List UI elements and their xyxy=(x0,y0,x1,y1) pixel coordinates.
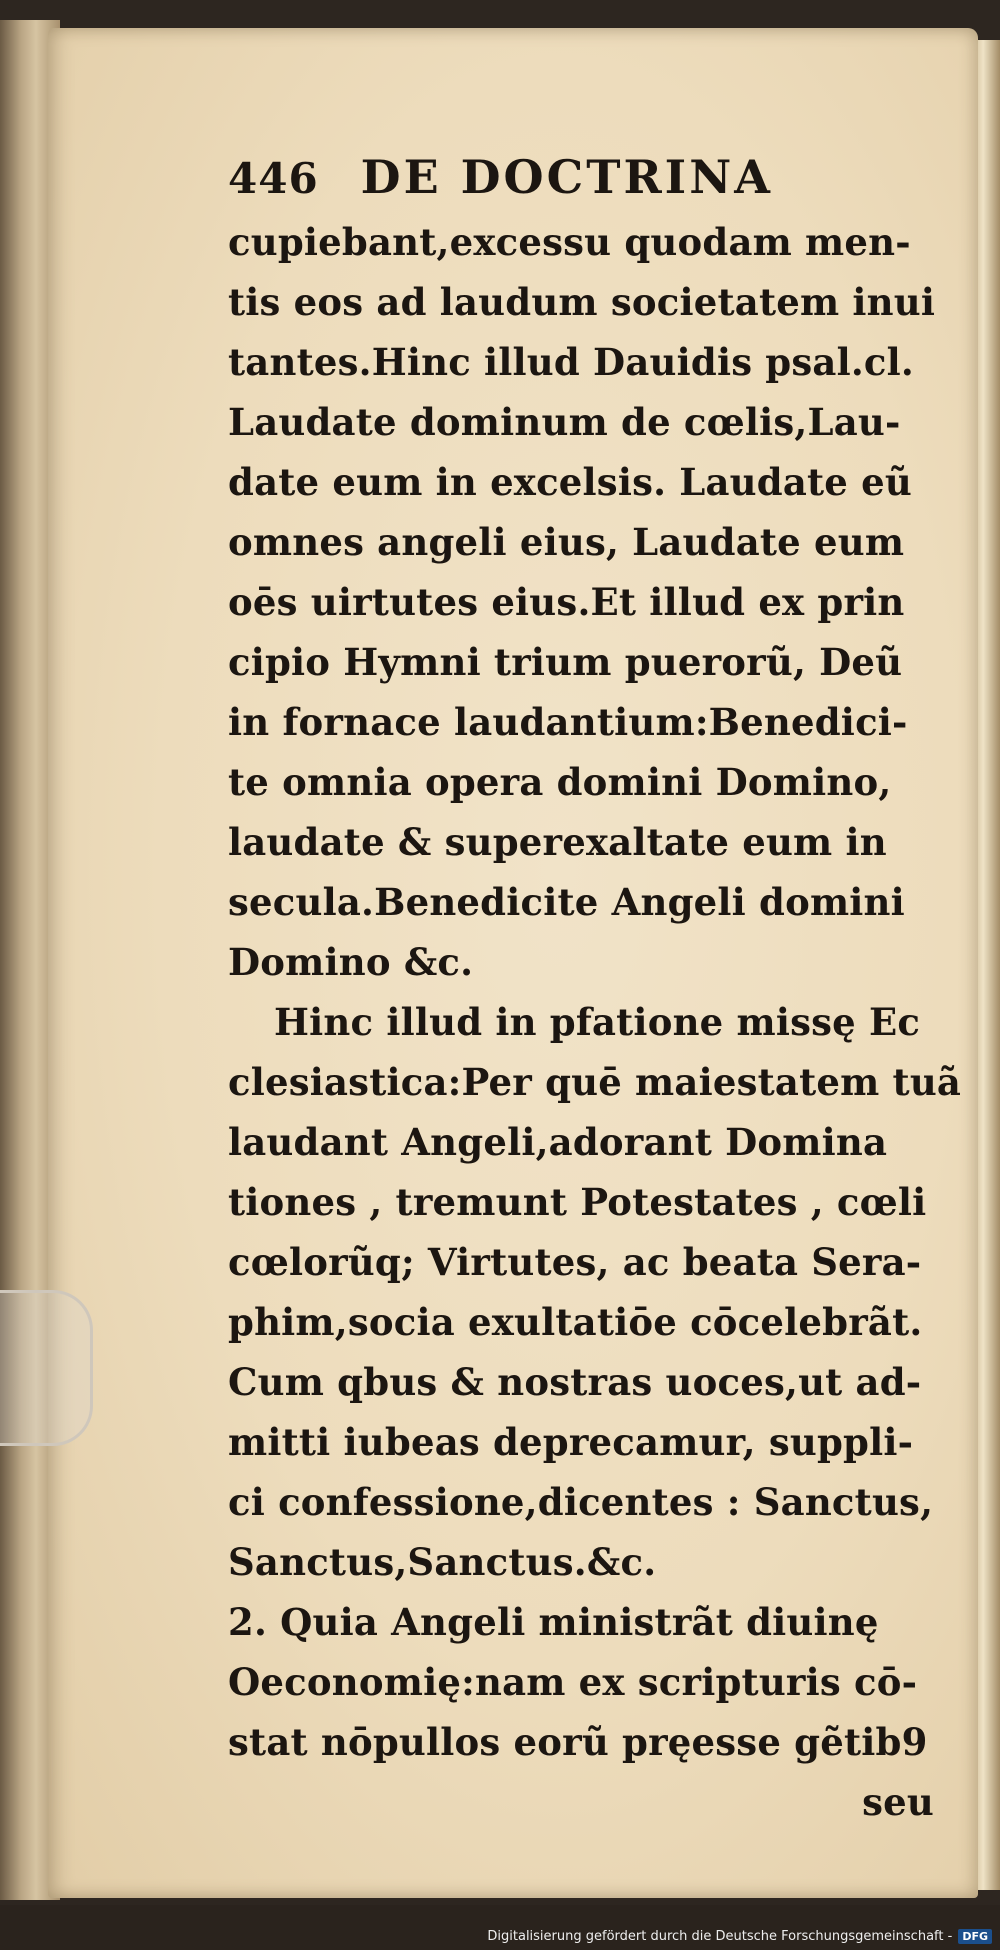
text-line: Laudate dominum de cœlis,Lau- xyxy=(228,400,901,444)
credit-text: Digitalisierung gefördert durch die Deutsche Forschungsgemeinschaft - xyxy=(487,1929,953,1944)
text-line: stat nōpullos eorũ pręesse gẽtib9 xyxy=(228,1720,928,1764)
text-line: te omnia opera domini Domino, xyxy=(228,760,892,804)
text-line: cupiebant,excessu quodam men- xyxy=(228,220,911,264)
running-header xyxy=(228,150,948,212)
text-line: tis eos ad laudum societatem inui xyxy=(228,280,936,324)
page-clip xyxy=(0,1290,93,1446)
text-line: date eum in excelsis. Laudate eũ xyxy=(228,460,912,504)
text-line: oēs uirtutes eius.Et illud ex prin xyxy=(228,580,905,624)
page-number: 446 xyxy=(228,154,319,203)
dfg-logo: DFG xyxy=(958,1929,992,1944)
text-line-paragraph-start: Hinc illud in pfatione missę Ec xyxy=(274,1000,921,1044)
text-line: omnes angeli eius, Laudate eum xyxy=(228,520,905,564)
text-line: tantes.Hinc illud Dauidis psal.cl. xyxy=(228,340,914,384)
digitization-credit xyxy=(487,1929,992,1944)
page-text xyxy=(228,150,962,1832)
text-line: laudant Angeli,adorant Domina xyxy=(228,1120,888,1164)
text-line: secula.Benedicite Angeli domini xyxy=(228,880,905,924)
text-line: cipio Hymni trium puerorũ, Deũ xyxy=(228,640,903,684)
text-line: 2. Quia Angeli ministrãt diuinę xyxy=(228,1600,879,1644)
text-line: Oeconomię:nam ex scripturis cō- xyxy=(228,1660,918,1704)
text-line: mitti iubeas deprecamur, suppli- xyxy=(228,1420,914,1464)
text-line: laudate & superexaltate eum in xyxy=(228,820,887,864)
text-line: phim,socia exultatiōe cōcelebrãt. xyxy=(228,1300,923,1344)
text-line: cœlorũq; Virtutes, ac beata Sera- xyxy=(228,1240,922,1284)
text-line: in fornace laudantium:Benedici- xyxy=(228,700,908,744)
text-line: ci confessione,dicentes : Sanctus, xyxy=(228,1480,934,1524)
text-line: clesiastica:Per quē maiestatem tuã xyxy=(228,1060,962,1104)
running-head-title: DE DOCTRINA xyxy=(360,150,773,204)
catchword: seu xyxy=(862,1780,934,1824)
text-line: Sanctus,Sanctus.&c. xyxy=(228,1540,657,1584)
text-line: Cum qbus & nostras uoces,ut ad- xyxy=(228,1360,922,1404)
text-line: tiones , tremunt Potestates , cœli xyxy=(228,1180,927,1224)
text-line: Domino &c. xyxy=(228,940,474,984)
